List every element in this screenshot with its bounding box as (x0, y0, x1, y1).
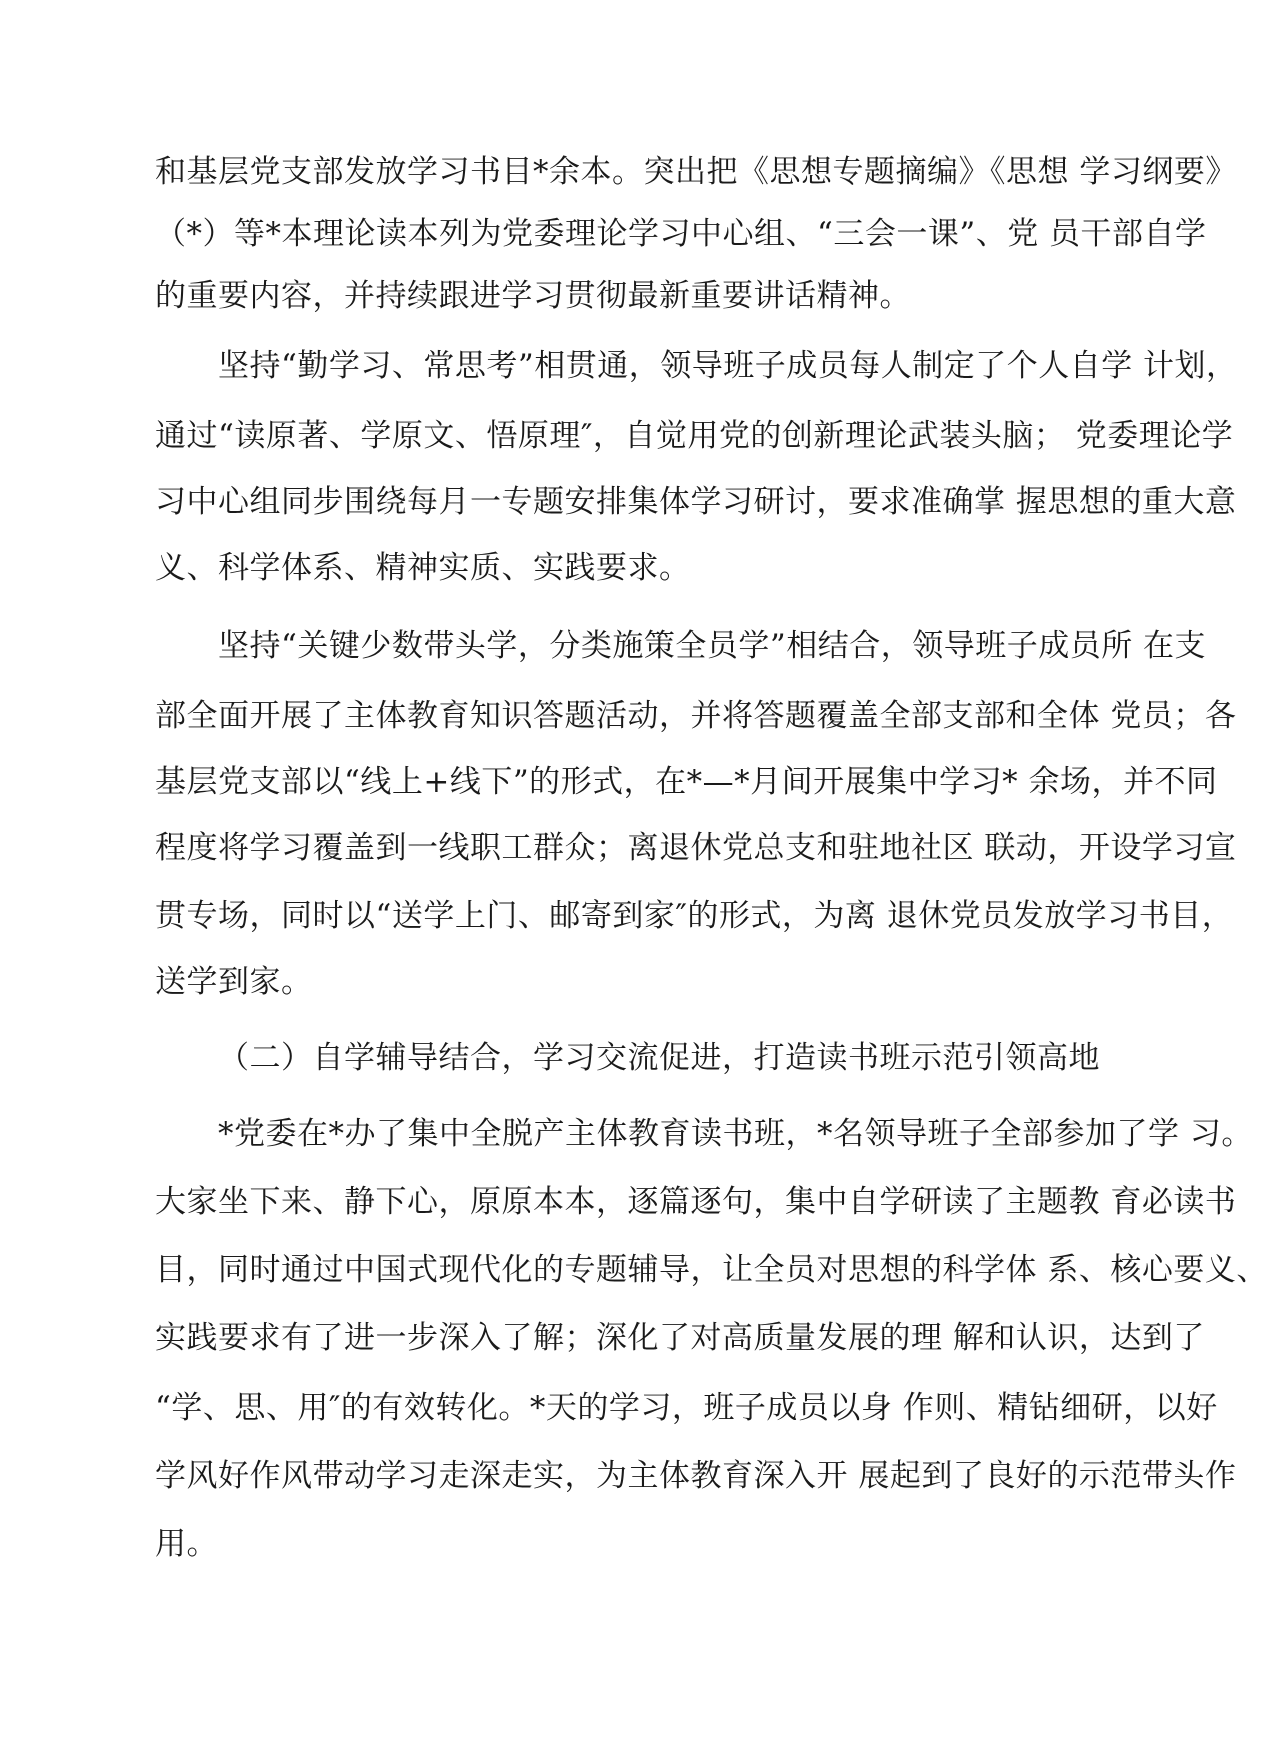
paragraph-2-line-3: 习中心组同步围绕每月一专题安排集体学习研讨，要求准确掌 握思想的重大意 (155, 484, 1237, 520)
paragraph-3-line-5: 贯专场，同时以“送学上门、邮寄到家″的形式，为离 退休党员发放学习书目， (155, 898, 1234, 934)
paragraph-4-line-6: 学风好作风带动学习走深走实，为主体教育深入开 展起到了良好的示范带头作 (155, 1458, 1237, 1494)
paragraph-1-line-2: （*）等*本理论读本列为党委理论学习中心组、“三会一课”、党 员干部自学 (155, 216, 1207, 252)
paragraph-3-line-3: 基层党支部以“线上+线下”的形式，在*—*月间开展集中学习* 余场，并不同 (155, 764, 1218, 800)
paragraph-3-line-1: 坚持“关键少数带头学，分类施策全员学”相结合，领导班子成员所 在支 (218, 628, 1207, 664)
paragraph-3-line-6: 送学到家。 (155, 964, 313, 1000)
paragraph-1-line-1: 和基层党支部发放学习书目*余本。突出把《思想专题摘编》《思想 学习纲要》 (155, 154, 1237, 190)
paragraph-2-line-1: 坚持“勤学习、常思考”相贯通，领导班子成员每人制定了个人自学 计划， (218, 348, 1238, 384)
paragraph-4-line-1: *党委在*办了集中全脱产主体教育读书班，*名领导班子全部参加了学 习。 (218, 1116, 1253, 1152)
paragraph-4-line-4: 实践要求有了进一步深入了解；深化了对高质量发展的理 解和认识，达到了 (155, 1320, 1205, 1356)
paragraph-2-line-2: 通过“读原著、学原文、悟原理″，自觉用党的创新理论武装头脑； 党委理论学 (155, 418, 1234, 454)
paragraph-3-line-4: 程度将学习覆盖到一线职工群众；离退休党总支和驻地社区 联动，开设学习宣 (155, 830, 1237, 866)
paragraph-2-line-4: 义、科学体系、精神实质、实践要求。 (155, 550, 691, 586)
paragraph-4-line-2: 大家坐下来、静下心，原原本本，逐篇逐句，集中自学研读了主题教 育必读书 (155, 1184, 1237, 1220)
paragraph-4-line-3: 目，同时通过中国式现代化的专题辅导，让全员对思想的科学体 系、核心要义、 (155, 1252, 1268, 1288)
paragraph-4-line-5: “学、思、用″的有效转化。*天的学习，班子成员以身 作则、精钻细研，以好 (155, 1390, 1218, 1426)
paragraph-3-line-2: 部全面开展了主体教育知识答题活动，并将答题覆盖全部支部和全体 党员；各 (155, 698, 1237, 734)
section-heading: （二）自学辅导结合，学习交流促进，打造读书班示范引领高地 (218, 1040, 1100, 1076)
paragraph-4-line-7: 用。 (155, 1526, 218, 1562)
paragraph-1-line-3: 的重要内容，并持续跟进学习贯彻最新重要讲话精神。 (155, 278, 911, 314)
